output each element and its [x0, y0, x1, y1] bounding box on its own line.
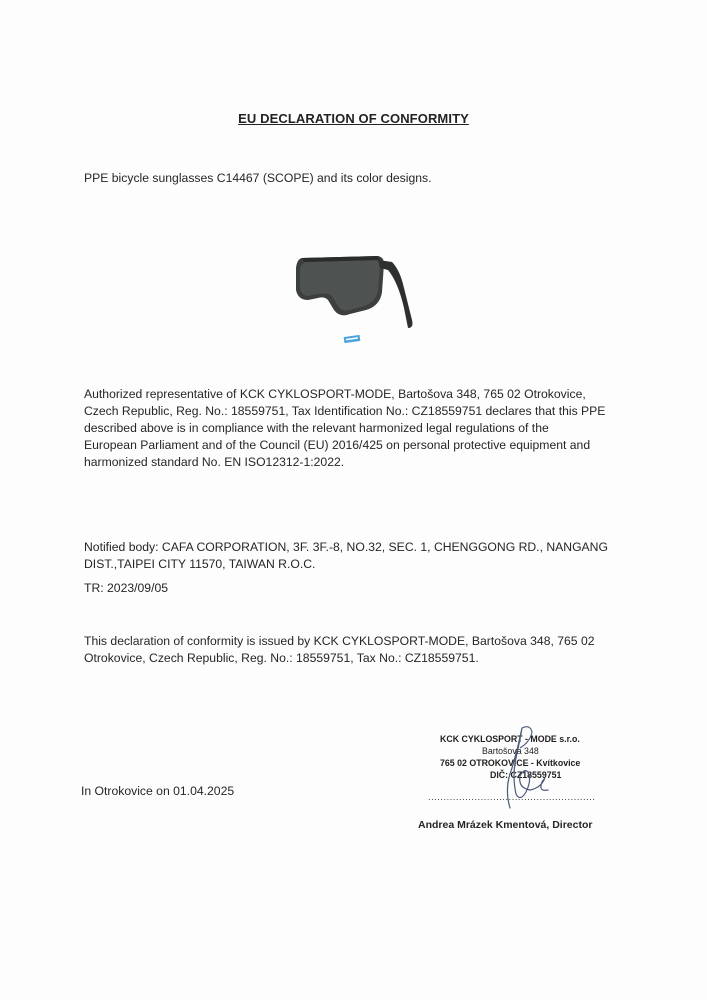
place-date: [81, 783, 234, 800]
document-title: EU DECLARATION OF CONFORMITY: [238, 111, 469, 126]
authorization-line: described above is in compliance with the relevant harmonized legal regulations of the: [84, 421, 549, 435]
test-report-line: [84, 580, 168, 597]
product-text: PPE bicycle sunglasses C14467 (SCOPE) and its color designs.: [84, 171, 432, 185]
test-report-text: TR: 2023/09/05: [84, 581, 169, 595]
stamp-city: 765 02 OTROKOVICE - Kvítkovice: [440, 758, 581, 768]
stamp-street: Bartošova 348: [482, 746, 539, 756]
signer-name: Andrea Mrázek Kmentová, Director: [418, 819, 593, 831]
authorization-line: Authorized representative of KCK CYKLOSPORT-MODE, Bartošova 348, 765 02 Otrokovice,: [84, 387, 586, 401]
authorization-line: European Parliament and of the Council (EU) 2016/425 on personal protective equipment and: [84, 438, 591, 452]
authorization-paragraph: [84, 386, 605, 471]
authorization-line: harmonized standard No. EN ISO12312-1:2022.: [84, 455, 345, 469]
stamp-company: KCK CYKLOSPORT - MODE s.r.o.: [440, 734, 580, 744]
issued-line: This declaration of conformity is issued by KCK CYKLOSPORT-MODE, Bartošova 348, 765 02: [84, 634, 595, 648]
authorization-line: Czech Republic, Reg. No.: 18559751, Tax Identification No.: CZ18559751 declares that this PPE: [84, 404, 606, 418]
issued-paragraph: [84, 633, 595, 667]
notified-body-paragraph: [84, 539, 608, 573]
signature-line: ......................................................: [428, 792, 596, 802]
product-line: [84, 170, 432, 187]
notified-body-line: DIST.,TAIPEI CITY 11570, TAIWAN R.O.C.: [84, 557, 316, 571]
sunglasses-image: [292, 248, 422, 348]
stamp-vat: DIČ: CZ18559751: [490, 770, 562, 780]
notified-body-line: Notified body: CAFA CORPORATION, 3F. 3F.-8, NO.32, SEC. 1, CHENGGONG RD., NANGANG: [84, 540, 608, 554]
issued-line: Otrokovice, Czech Republic, Reg. No.: 18559751, Tax No.: CZ18559751.: [84, 651, 479, 665]
handwritten-signature: [470, 718, 560, 818]
place-date-text: In Otrokovice on 01.04.2025: [81, 784, 235, 798]
